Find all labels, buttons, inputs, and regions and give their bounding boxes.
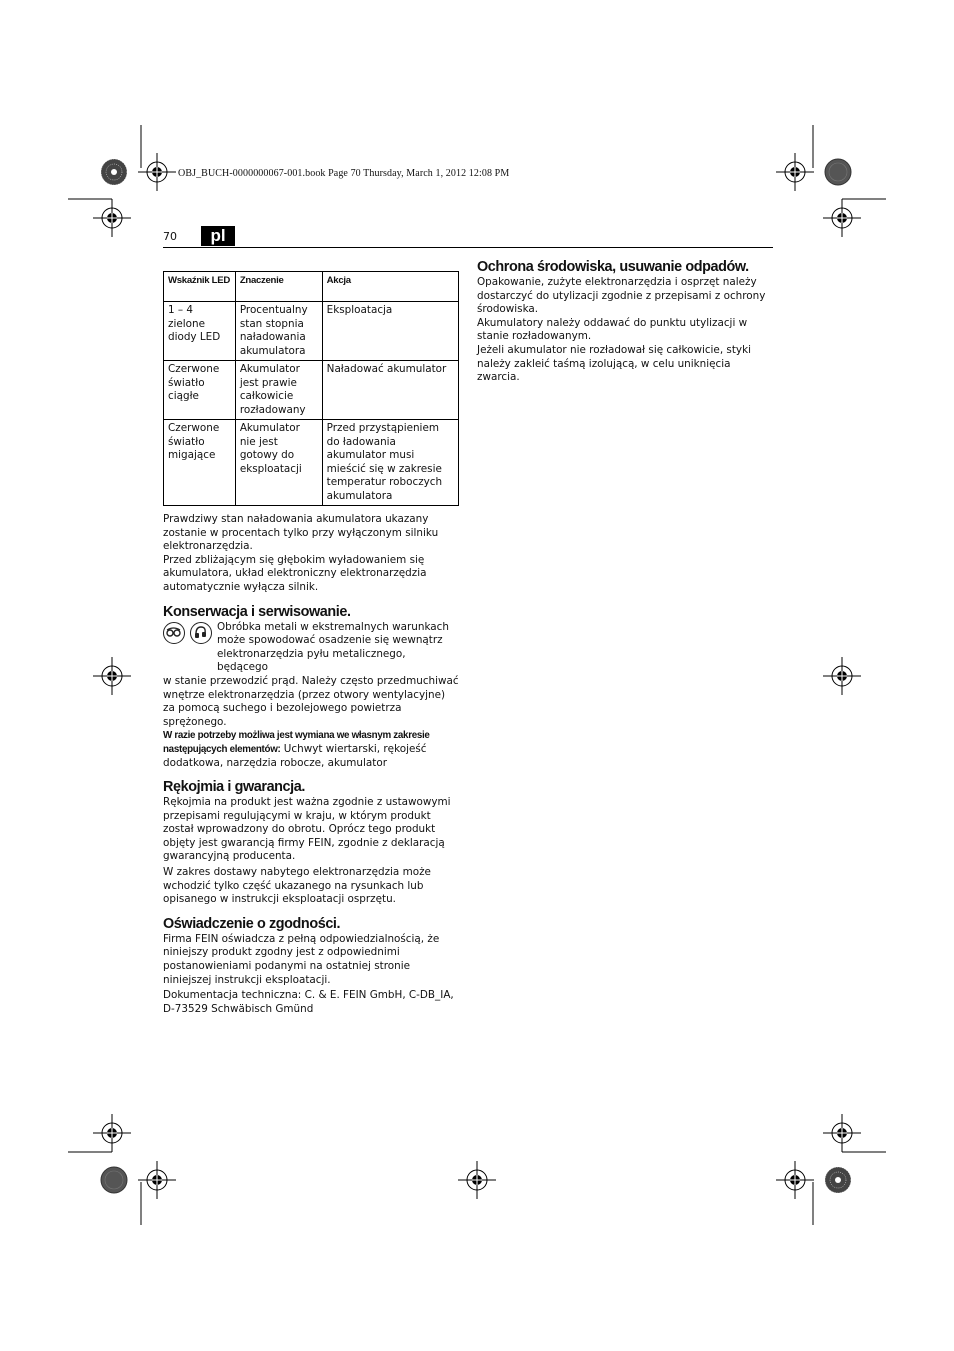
hearing-protection-icon (190, 622, 212, 644)
table-cell: Eksploatacja (322, 302, 458, 361)
table-row (164, 361, 459, 420)
charge-state-note: Prawdziwy stan naładowania akumulatora ukazany zostanie w procentach tylko przy wyłączonym silniku elektronarzędzia. (163, 513, 439, 553)
table-cell: Akumulator nie jest gotowy do eksploatacji (235, 420, 322, 506)
table-header-row (164, 272, 459, 302)
maintenance-warning (163, 621, 459, 730)
environment-heading: Ochrona środowiska, usuwanie odpadów. (477, 259, 749, 275)
file-info-line: OBJ_BUCH-0000000067-001.book Page 70 Thursday, March 1, 2012 12:08 PM (178, 168, 510, 179)
table-cell: Procentualny stan stopnia naładowania akumulatora (235, 302, 322, 361)
left-column (163, 271, 459, 1016)
technical-documentation: Dokumentacja techniczna: C. & E. FEIN GmbH, C-DB_IA, D-73529 Schwäbisch Gmünd (163, 989, 454, 1015)
replaceable-parts (163, 729, 459, 770)
safety-icons (163, 622, 215, 646)
environment-text-1: Opakowanie, zużyte elektronarzędzia i osprzęt należy dostarczyć do utylizacji zgodnie z przepisami z ochrony środowiska. (477, 276, 766, 316)
table-cell: Przed przystąpieniem do ładowania akumulator musi mieścić się w zakresie temperatur roboczych akumulatora (322, 420, 458, 506)
environment-text-3: Jeżeli akumulator nie rozładował się całkowicie, styki należy zakleić taśmą izolującą, w celu uniknięcia zwarcia. (477, 343, 751, 384)
right-column (477, 259, 773, 385)
led-table (163, 271, 459, 506)
deep-discharge-note: Przed zbliżającym się głębokim wyładowaniem się akumulatora, układ elektroniczny elektronarzędzia automatycznie wyłącza silnik. (163, 553, 427, 593)
replaceable-parts-list: Uchwyt wiertarski, rękojeść dodatkowa, narzędzia robocze, akumulator (163, 742, 427, 769)
table-cell: 1 – 4 zielone diody LED (164, 302, 236, 361)
maintenance-text-rest: w stanie przewodzić prąd. Należy często przedmuchiwać wnętrze elektronarzędzia (przez otwory wentylacyjne) za pomocą suchego i bezolejowego powietrza sprężonego. (163, 674, 459, 728)
delivery-scope-text: W zakres dostawy nabytego elektronarzędzia może wchodzić tylko część ukazanego na rysunkach lub opisanego w instrukcji eksploatacji osprzętu. (163, 866, 431, 906)
table-header: Wskaźnik LED (164, 272, 236, 302)
environment-text-2: Akumulatory należy oddawać do punktu utylizacji w stanie rozładowanym. (477, 316, 748, 343)
table-cell: Czerwone światło ciągłe (164, 361, 236, 420)
table-cell: Akumulator jest prawie całkowicie rozładowany (235, 361, 322, 420)
language-tag: pl (201, 226, 235, 246)
page-number: 70 (163, 230, 177, 243)
table-cell: Czerwone światło migające (164, 420, 236, 506)
table-cell: Naładować akumulator (322, 361, 458, 420)
maintenance-heading: Konserwacja i serwisowanie. (163, 603, 351, 620)
table-header: Akcja (322, 272, 458, 302)
replaceable-parts-label: W razie potrzeby możliwa jest wymiana we własnym zakresie następujących elementów: (163, 730, 430, 755)
eye-protection-icon (163, 622, 185, 644)
table-row (164, 420, 459, 506)
warranty-text: Rękojmia na produkt jest ważna zgodnie z ustawowymi przepisami regulującymi w kraju, w którym produkt został wprowadzony do obrotu. Oprócz tego produkt objęty jest gwarancją firmy FEIN, zgodnie z deklaracją gwarancyjną producenta. (163, 796, 451, 863)
maintenance-text-first: Obróbka metali w ekstremalnych warunkach może spowodować osadzenie się wewnątrz elektronarzędzia pyłu metalicznego, będącego (217, 620, 449, 674)
conformity-heading: Oświadczenie o zgodności. (163, 915, 341, 932)
warranty-heading: Rękojmia i gwarancja. (163, 779, 305, 796)
table-row (164, 302, 459, 361)
table-header: Znaczenie (235, 272, 322, 302)
conformity-text: Firma FEIN oświadcza z pełną odpowiedzialnością, że niniejszy produkt zgodny jest z odpowiednimi postanowieniami podanymi na ostatniej stronie niniejszej instrukcji eksploatacji. (163, 932, 440, 986)
header-rule (163, 247, 773, 248)
